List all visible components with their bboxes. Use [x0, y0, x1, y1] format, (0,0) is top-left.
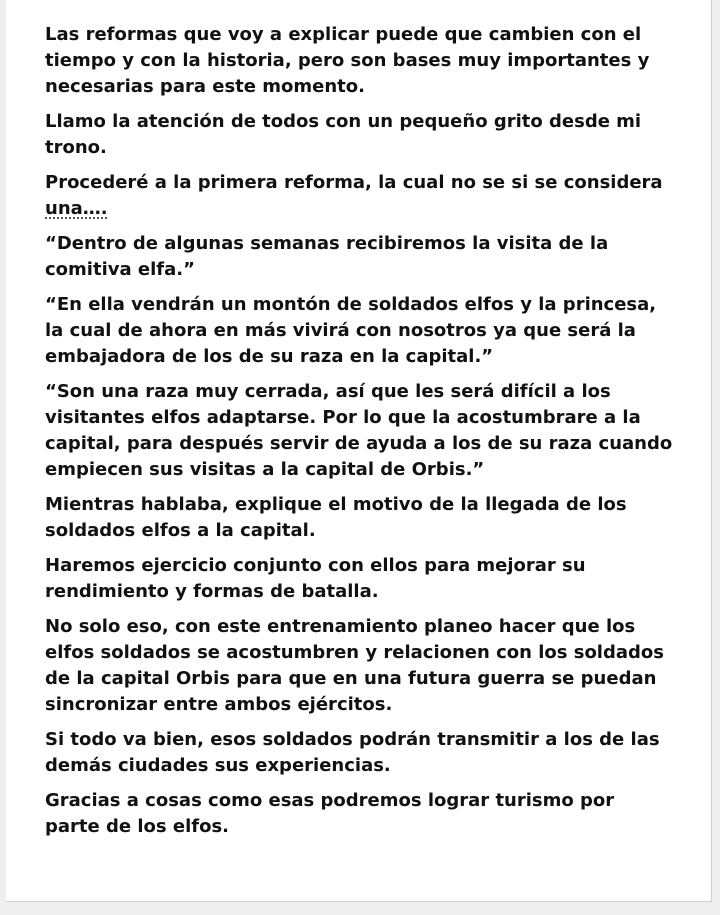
paragraph-5: “En ella vendrán un montón de soldados elfos y la princesa, la cual de ahora en más vivirá con nosotros ya que será la embajadora de los de su raza en la capital.” — [45, 294, 657, 367]
paragraph-2: Llamo la atención de todos con un pequeño grito desde mi trono. — [45, 111, 642, 158]
paragraph-3-text: Procederé a la primera reforma, la cual no se si se considera — [45, 172, 663, 193]
paragraph-3 — [45, 170, 675, 222]
paragraph-3-fragment: una…. — [45, 198, 108, 219]
paragraph-6: “Son una raza muy cerrada, así que les será difícil a los visitantes elfos adaptarse. Por lo que la acostumbrare a la capital, para después servir de ayuda a los de su raza cuando empiecen sus visitas a la capital de Orbis.” — [45, 381, 673, 480]
paragraph-4: “Dentro de algunas semanas recibiremos la visita de la comitiva elfa.” — [45, 233, 609, 280]
paragraph-9: No solo eso, con este entrenamiento planeo hacer que los elfos soldados se acostumbren y relacionen con los soldados de la capital Orbis para que en una futura guerra se puedan sincronizar entre ambos ejércitos. — [45, 616, 664, 715]
paragraph-1: Las reformas que voy a explicar puede que cambien con el tiempo y con la historia, pero son bases muy importantes y necesarias para este momento. — [45, 24, 650, 97]
paragraph-10: Si todo va bien, esos soldados podrán transmitir a los de las demás ciudades sus experiencias. — [45, 729, 660, 776]
document-page — [6, 0, 712, 902]
paragraph-11: Gracias a cosas como esas podremos lograr turismo por parte de los elfos. — [45, 790, 615, 837]
document-body — [45, 22, 675, 849]
paragraph-7: Mientras hablaba, explique el motivo de la llegada de los soldados elfos a la capital. — [45, 494, 627, 541]
paragraph-8: Haremos ejercicio conjunto con ellos para mejorar su rendimiento y formas de batalla. — [45, 555, 586, 602]
